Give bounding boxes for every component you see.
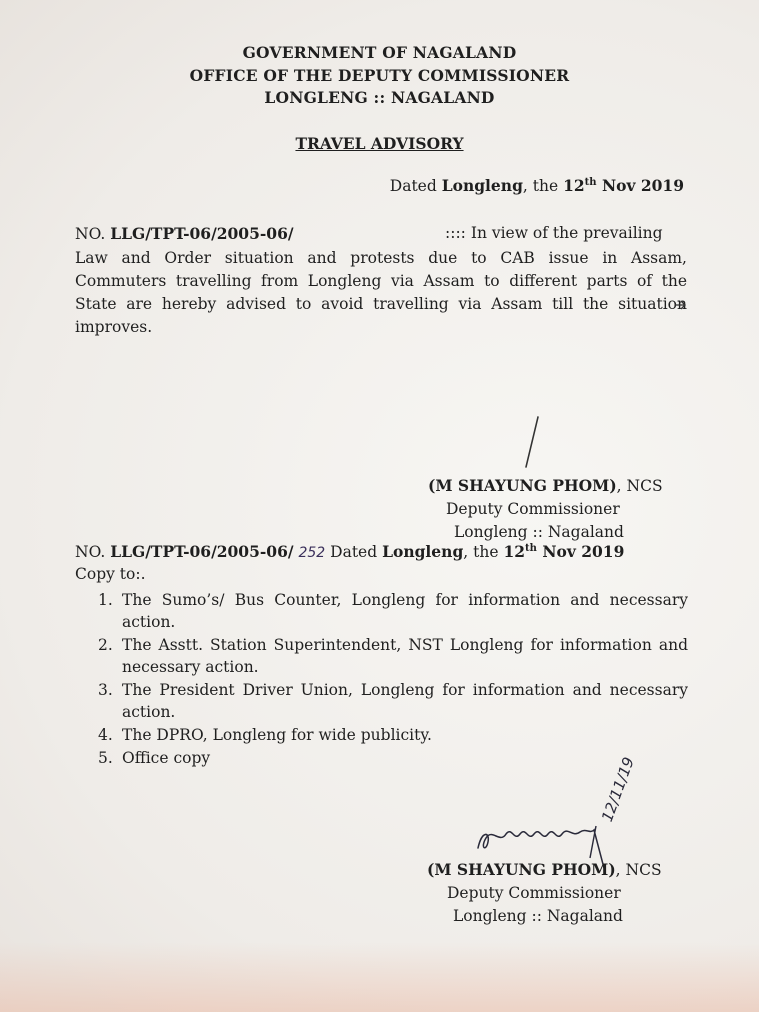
document-title: TRAVEL ADVISORY bbox=[295, 134, 464, 153]
list-item-text: Office copy bbox=[122, 749, 211, 767]
signatory-place-2: Longleng :: Nagaland bbox=[453, 907, 623, 925]
body-line-3: State are hereby advised to avoid travelling via Assam till the situation bbox=[75, 295, 687, 313]
pen-arrow-mark bbox=[674, 300, 688, 310]
ref2-dated-prefix: Dated bbox=[325, 543, 383, 561]
handwritten-date: 12/11/19 bbox=[598, 754, 638, 825]
dated-place: Longleng bbox=[441, 176, 523, 195]
signatory-suffix-2: , NCS bbox=[615, 861, 662, 879]
list-item bbox=[98, 589, 688, 633]
list-item bbox=[98, 747, 688, 769]
ref2-day-suffix: th bbox=[525, 542, 537, 554]
signatory-suffix-1: , NCS bbox=[616, 477, 663, 495]
list-item-text: The President Driver Union, Longleng for information and necessary action. bbox=[122, 681, 688, 721]
list-item-number: 3. bbox=[98, 681, 113, 699]
dated-the: , the bbox=[522, 177, 564, 195]
dated-prefix: Dated bbox=[389, 177, 442, 195]
body-line-1: Law and Order situation and protests due to CAB issue in Assam, bbox=[75, 249, 687, 267]
list-item-text: The DPRO, Longleng for wide publicity. bbox=[122, 726, 432, 744]
date-line bbox=[390, 176, 684, 195]
ref2-the: , the bbox=[463, 543, 504, 561]
list-item bbox=[98, 724, 688, 746]
list-item-text: The Sumo’s/ Bus Counter, Longleng for information and necessary action. bbox=[122, 591, 688, 631]
ref2-handwritten-number: 252 bbox=[298, 545, 326, 561]
ref2-number: LLG/TPT-06/2005-06/ bbox=[110, 542, 294, 561]
list-item bbox=[98, 634, 688, 678]
list-item-text: The Asstt. Station Superintendent, NST Longleng for information and necessary action. bbox=[122, 636, 688, 676]
dated-day: 12 bbox=[563, 176, 585, 195]
letterhead-line-2: OFFICE OF THE DEPUTY COMMISSIONER bbox=[189, 65, 570, 85]
signatory-name-1: (M SHAYUNG PHOM) bbox=[428, 476, 617, 495]
ref2-day: 12 bbox=[503, 542, 526, 561]
body-line-4: improves. bbox=[75, 318, 153, 336]
pen-stroke-mark bbox=[520, 415, 540, 475]
reference-line bbox=[75, 224, 687, 243]
ref2-place: Longleng bbox=[382, 542, 464, 561]
list-item-number: 5. bbox=[98, 749, 113, 767]
signatory-designation-1: Deputy Commissioner bbox=[446, 500, 620, 518]
ref2-month-year: Nov 2019 bbox=[536, 542, 625, 561]
ref2-no-label: NO. bbox=[75, 543, 111, 561]
body-line-2: Commuters travelling from Longleng via Assam to different parts of the bbox=[75, 272, 687, 290]
reference-line-2 bbox=[75, 542, 687, 561]
letterhead bbox=[0, 42, 759, 110]
copy-to-label: Copy to:. bbox=[75, 565, 146, 583]
ref-continuation: :::: In view of the prevailing bbox=[445, 224, 663, 242]
letterhead-line-3: LONGLENG :: NAGALAND bbox=[264, 88, 495, 107]
signatory-place-1: Longleng :: Nagaland bbox=[454, 523, 624, 541]
list-item-number: 1. bbox=[98, 591, 113, 609]
ref-number: LLG/TPT-06/2005-06/ bbox=[110, 224, 294, 243]
dated-day-suffix: th bbox=[584, 176, 597, 188]
list-item-number: 2. bbox=[98, 636, 113, 654]
advisory-body bbox=[75, 247, 687, 339]
list-item bbox=[98, 679, 688, 723]
paper-stain bbox=[0, 942, 759, 1012]
letterhead-line-1: GOVERNMENT OF NAGALAND bbox=[242, 43, 517, 62]
dated-month-year: Nov 2019 bbox=[596, 176, 684, 195]
signature-block-1 bbox=[428, 474, 663, 544]
list-item-number: 4. bbox=[98, 726, 113, 744]
copy-list bbox=[98, 589, 688, 770]
signatory-name-2: (M SHAYUNG PHOM) bbox=[427, 860, 616, 879]
signatory-designation-2: Deputy Commissioner bbox=[447, 884, 621, 902]
signature-block-2 bbox=[427, 858, 662, 928]
ref-no-label: NO. bbox=[75, 225, 111, 243]
